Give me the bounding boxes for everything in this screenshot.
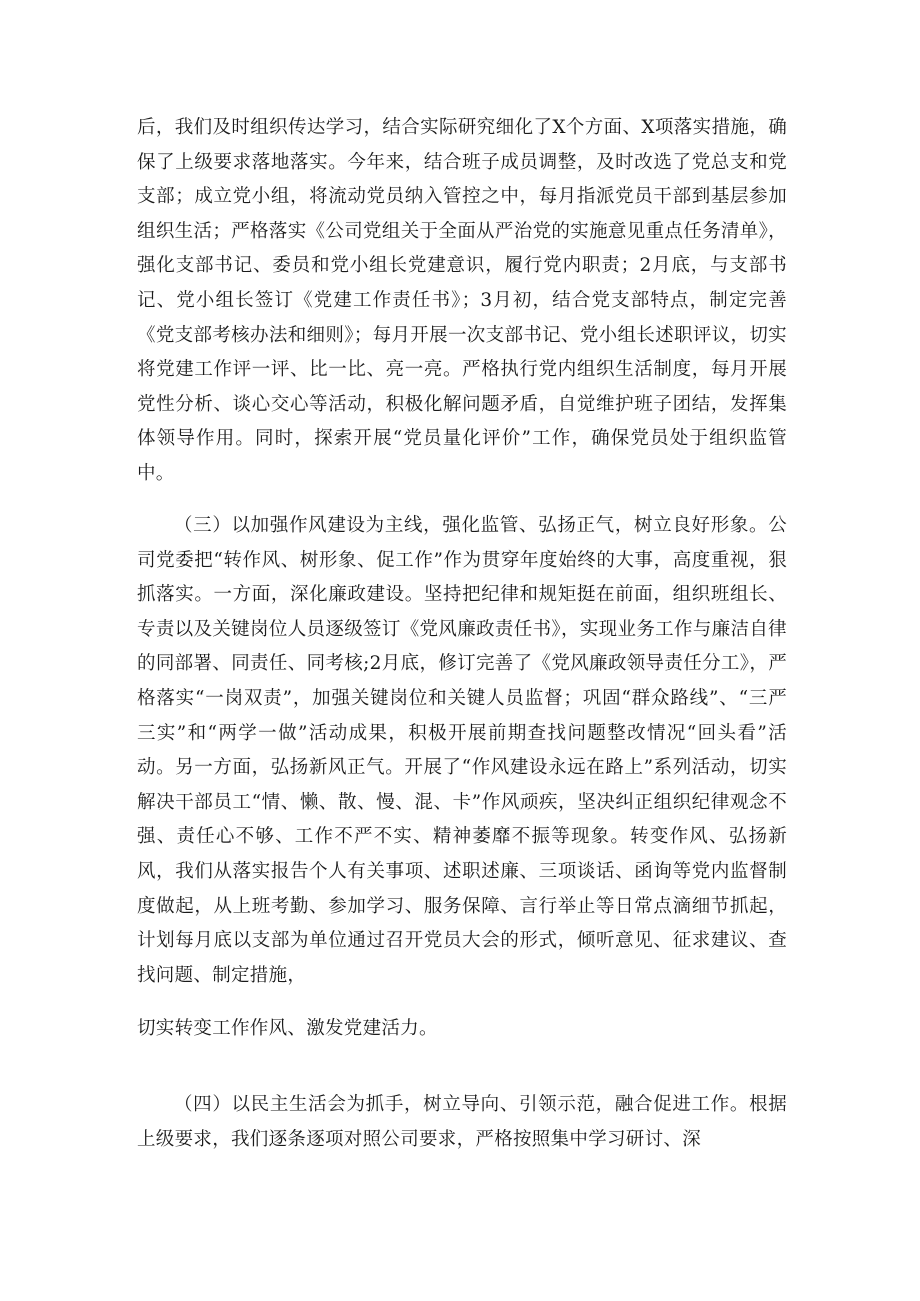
paragraph-party-organization: 后，我们及时组织传达学习，结合实际研究细化了X个方面、X项落实措施，确保了上级要求落地落实。今年来，结合班子成员调整，及时改选了党总支和党支部；成立党小组，将流动党员纳入管控之中，每月指派党员干部到基层参加组织生活；严格落实《公司党组关于全面从严治党的实施意见重点任务清单》，强化支部书记、委员和党小组长党建意识，履行党内职责；2月底，与支部书记、党小组长签订《党建工作责任书》；3月初，结合党支部特点，制定完善《党支部考核办法和细则》；每月开展一次支部书记、党小组长述职评议，切实将党建工作评一评、比一比、亮一亮。严格执行党内组织生活制度，每月开展党性分析、谈心交心等活动，积极化解问题矛盾，自觉维护班子团结，发挥集体领导作用。同时，探索开展“党员量化评价”工作，确保党员处于组织监管中。 <box>137 117 787 484</box>
paragraph-section-3-tail: 切实转变工作作风、激发党建活力。 <box>137 1018 438 1039</box>
paragraph-section-4: （四）以民主生活会为抓手，树立导向、引领示范，融合促进工作。根据上级要求，我们逐条逐项对照公司要求，严格按照集中学习研讨、深 <box>137 1094 787 1150</box>
paragraph-section-3: （三）以加强作风建设为主线，强化监管、弘扬正气，树立良好形象。公司党委把“转作风、树形象、促工作”作为贯穿年度始终的大事，高度重视，狠抓落实。一方面，深化廉政建设。坚持把纪律和规矩挺在前面，组织班组长、专责以及关键岗位人员逐级签订《党风廉政责任书》，实现业务工作与廉洁自律的同部署、同责任、同考核;2月底，修订完善了《党风廉政领导责任分工》，严格落实“一岗双责”，加强关键岗位和关键人员监督；巩固“群众路线”、“三严三实”和“两学一做”活动成果，积极开展前期查找问题整改情况“回头看”活动。另一方面，弘扬新风正气。开展了“作风建设永远在路上”系列活动，切实解决干部员工“情、懒、散、慢、混、卡”作风顽疾，坚决纠正组织纪律观念不强、责任心不够、工作不严不实、精神萎靡不振等现象。转变作风、弘扬新风，我们从落实报告个人有关事项、述职述廉、三项谈话、函询等党内监督制度做起，从上班考勤、参加学习、服务保障、言行举止等日常点滴细节抓起，计划每月底以支部为单位通过召开党员大会的形式，倾听意见、征求建议、查找问题、制定措施， <box>137 515 787 986</box>
